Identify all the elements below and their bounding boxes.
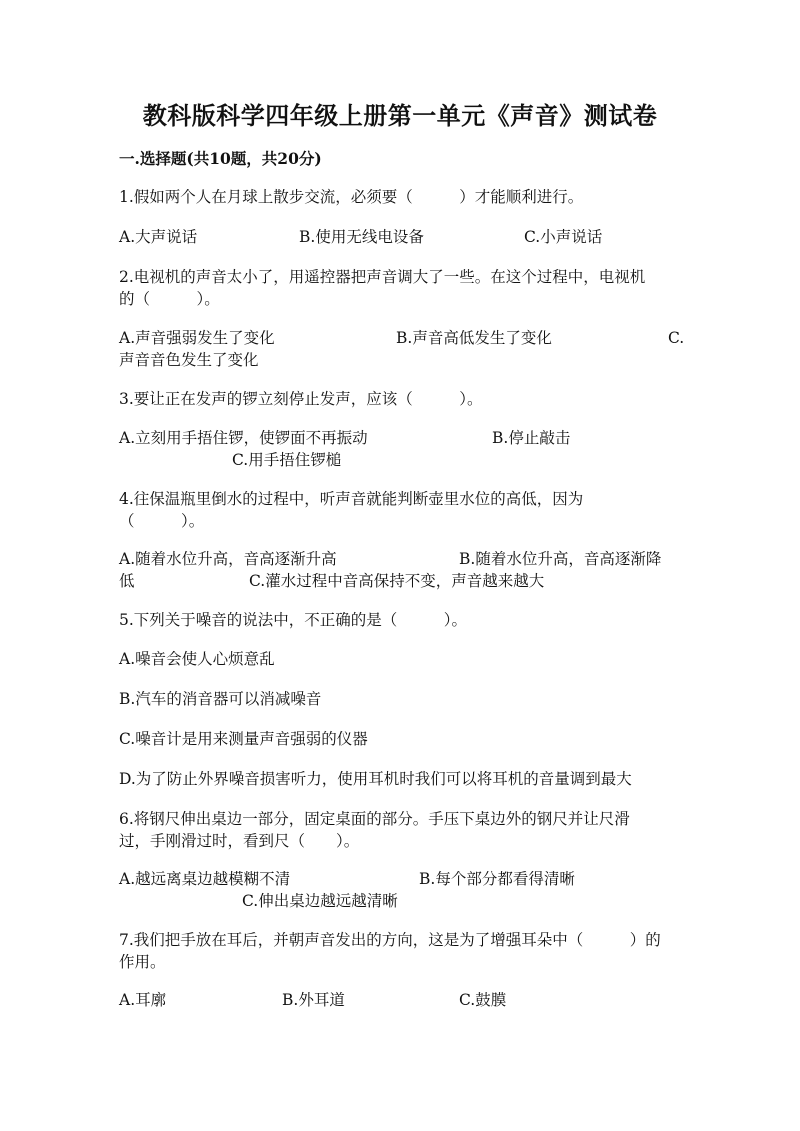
question-5-option-a: A.噪音会使人心烦意乱	[119, 650, 275, 668]
question-4-option-b-cont: 低	[119, 572, 135, 590]
question-7-stem-line2: 作用。	[119, 953, 166, 971]
question-1-stem: 1.假如两个人在月球上散步交流，必须要（ ）才能顺利进行。	[119, 188, 584, 206]
question-6-option-a: A.越远离桌边越模糊不清	[119, 870, 291, 888]
question-6-option-c: C.伸出桌边越远越清晰	[242, 892, 398, 910]
question-6-stem-line1: 6.将钢尺伸出桌边一部分，固定桌面的部分。手压下桌边外的钢尺并让尺滑	[119, 810, 630, 828]
question-5-option-d: D.为了防止外界噪音损害听力，使用耳机时我们可以将耳机的音量调到最大	[119, 770, 632, 788]
question-6-option-b: B.每个部分都看得清晰	[419, 870, 575, 888]
question-1-option-c: C.小声说话	[524, 228, 603, 246]
question-2-stem-line2: 的（ ）。	[119, 290, 220, 308]
question-7-stem-line1: 7.我们把手放在耳后，并朝声音发出的方向，这是为了增强耳朵中（ ）的	[119, 931, 661, 949]
question-2-stem-line1: 2.电视机的声音太小了，用遥控器把声音调大了一些。在这个过程中，电视机	[119, 268, 646, 286]
question-4-option-b: B.随着水位升高，音高逐渐降	[459, 550, 662, 568]
exam-title: 教科版科学四年级上册第一单元《声音》测试卷	[142, 101, 658, 130]
question-4-option-c: C.灌水过程中音高保持不变，声音越来越大	[249, 572, 545, 590]
question-4-stem-line1: 4.往保温瓶里倒水的过程中，听声音就能判断壶里水位的高低，因为	[119, 490, 584, 508]
question-3-stem: 3.要让正在发声的锣立刻停止发声，应该（ ）。	[119, 390, 483, 408]
question-7-option-c: C.鼓膜	[459, 991, 507, 1009]
question-1-option-a: A.大声说话	[119, 228, 198, 246]
question-4-option-a: A.随着水位升高，音高逐渐升高	[119, 550, 337, 568]
question-4-stem-line2: （ ）。	[119, 512, 205, 530]
question-2-option-c-label: C.	[668, 329, 685, 347]
question-3-option-c: C.用手捂住锣槌	[232, 451, 342, 469]
question-5-option-c: C.噪音计是用来测量声音强弱的仪器	[119, 730, 368, 748]
question-5-stem: 5.下列关于噪音的说法中，不正确的是（ ）。	[119, 611, 468, 629]
section-heading: 一.选择题(共10题，共20分)	[119, 149, 322, 168]
question-7-option-b: B.外耳道	[282, 991, 345, 1009]
question-5-option-b: B.汽车的消音器可以消减噪音	[119, 690, 322, 708]
question-3-option-a: A.立刻用手捂住锣，使锣面不再振动	[119, 429, 368, 447]
question-2-option-c-text: 声音音色发生了变化	[119, 351, 259, 369]
question-2-option-b: B.声音高低发生了变化	[396, 329, 552, 347]
question-7-option-a: A.耳廓	[119, 991, 167, 1009]
question-1-option-b: B.使用无线电设备	[299, 228, 424, 246]
question-3-option-b: B.停止敲击	[492, 429, 571, 447]
question-6-stem-line2: 过，手刚滑过时，看到尺（ ）。	[119, 832, 360, 850]
question-2-option-a: A.声音强弱发生了变化	[119, 329, 275, 347]
